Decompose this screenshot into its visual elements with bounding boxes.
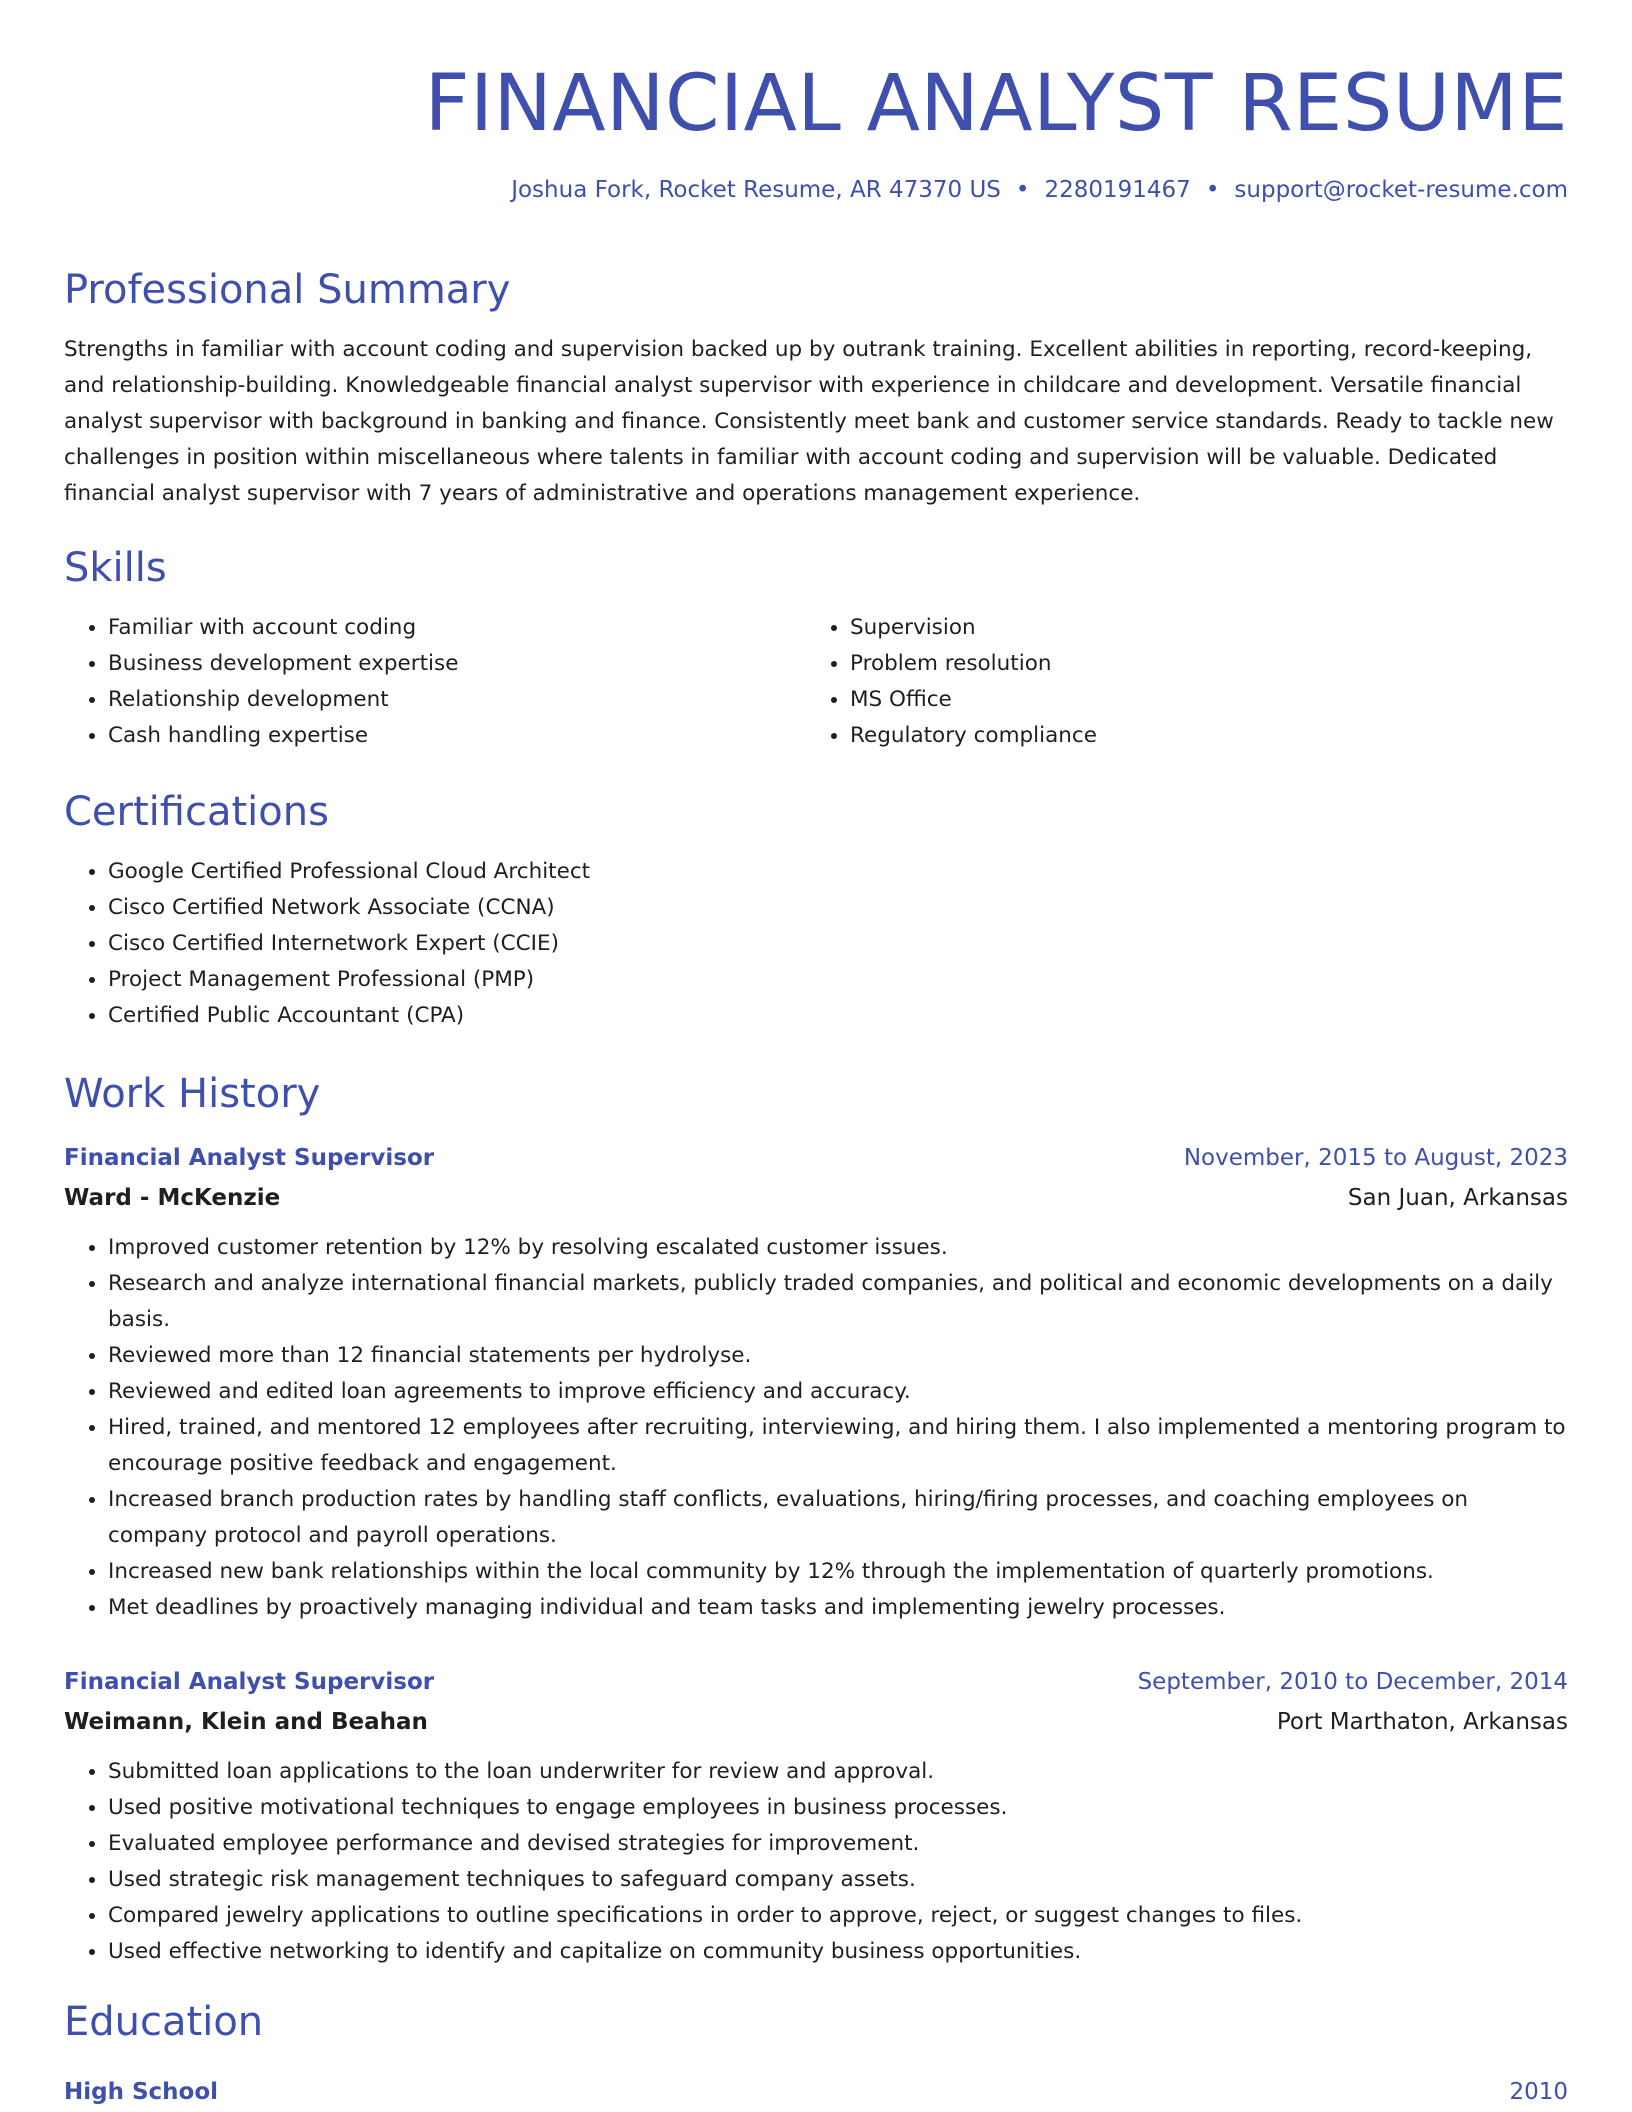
job-bullets: [64, 1754, 1568, 1970]
list-item: • Supervision: [850, 610, 1548, 646]
education-row: [64, 2072, 1568, 2112]
education-section: [64, 1994, 1568, 2050]
list-item: • Regulatory compliance: [850, 718, 1548, 754]
list-item: • Cisco Certified Internetwork Expert (CCIE): [108, 926, 1568, 962]
education-degree: High School: [64, 2079, 219, 2105]
job-entry: [64, 1662, 1568, 1970]
list-item: • Relationship development: [108, 682, 806, 718]
list-item: • Increased new bank relationships within the local community by 12% through the implementation of quarterly promotions.: [108, 1554, 1568, 1590]
list-item: • Research and analyze international financial markets, publicly traded companies, and political and economic developments on a daily basis.: [108, 1266, 1568, 1338]
contact-separator: •: [1205, 177, 1220, 203]
list-item: • Used effective networking to identify and capitalize on community business opportunities.: [108, 1934, 1568, 1970]
list-item: • Met deadlines by proactively managing individual and team tasks and implementing jewelry processes.: [108, 1590, 1568, 1626]
section-heading: Certifications: [64, 789, 329, 835]
education-entry: [64, 2072, 1568, 2112]
summary-text: Strengths in familiar with account coding and supervision backed up by outrank training. Excellent abilities in reporting, record-keeping, and relationship-building. Knowledgeable financial analyst supervisor with experience in childcare and development. Versatile financial analyst supervisor with background in banking and finance. Consistently meet bank and customer service standards. Ready to tackle new challenges in position within miscellaneous where talents in familiar with account coding and supervision will be valuable. Dedicated financial analyst supervisor with 7 years of administrative and operations management experience.: [64, 337, 1554, 506]
resume-header: [64, 0, 1568, 208]
education-year: 2010: [1509, 2079, 1568, 2105]
contact-address: Joshua Fork, Rocket Resume, AR 47370 US: [511, 177, 1001, 203]
list-item: • Familiar with account coding: [108, 610, 806, 646]
section-heading: Work History: [64, 1071, 321, 1117]
list-item: • Reviewed more than 12 financial statements per hydrolyse.: [108, 1338, 1568, 1374]
list-item: • Project Management Professional (PMP): [108, 962, 1568, 998]
list-item: • Submitted loan applications to the loan underwriter for review and approval.: [108, 1754, 1568, 1790]
job-location: Port Marthaton, Arkansas: [1276, 1709, 1568, 1735]
list-item: • Cisco Certified Network Associate (CCNA): [108, 890, 1568, 926]
list-item: • Reviewed and edited loan agreements to improve efficiency and accuracy.: [108, 1374, 1568, 1410]
list-item: • Used positive motivational techniques to engage employees in business processes.: [108, 1790, 1568, 1826]
list-item: • Improved customer retention by 12% by resolving escalated customer issues.: [108, 1230, 1568, 1266]
skills-list-left: [64, 610, 806, 754]
list-item: • MS Office: [850, 682, 1548, 718]
contact-email[interactable]: support@rocket-resume.com: [1234, 177, 1568, 203]
section-heading: Education: [64, 1999, 264, 2045]
list-item: • Cash handling expertise: [108, 718, 806, 754]
certifications-section: [64, 784, 1568, 1034]
contact-line: [64, 172, 1568, 208]
list-item: • Compared jewelry applications to outline specifications in order to approve, reject, or suggest changes to files.: [108, 1898, 1568, 1934]
skills-list-right: [806, 610, 1548, 754]
job-company: Ward - McKenzie: [64, 1185, 281, 1211]
contact-phone: 2280191467: [1044, 177, 1191, 203]
job-dates: September, 2010 to December, 2014: [1137, 1669, 1568, 1695]
job-title-row: [64, 1662, 1568, 1702]
list-item: • Evaluated employee performance and devised strategies for improvement.: [108, 1826, 1568, 1862]
job-title: Financial Analyst Supervisor: [64, 1145, 435, 1171]
section-heading: Professional Summary: [64, 267, 511, 313]
list-item: • Increased branch production rates by handling staff conflicts, evaluations, hiring/firing processes, and coaching employees on company protocol and payroll operations.: [108, 1482, 1568, 1554]
job-dates: November, 2015 to August, 2023: [1183, 1145, 1568, 1171]
list-item: • Used strategic risk management techniques to safeguard company assets.: [108, 1862, 1568, 1898]
list-item: • Business development expertise: [108, 646, 806, 682]
certifications-list: [64, 854, 1568, 1034]
job-company: Weimann, Klein and Beahan: [64, 1709, 428, 1735]
work-history-section: [64, 1066, 1568, 1122]
section-heading: Skills: [64, 545, 167, 591]
skills-columns: [64, 596, 1568, 754]
list-item: • Hired, trained, and mentored 12 employees after recruiting, interviewing, and hiring them. I also implemented a mentoring program to encourage positive feedback and engagement.: [108, 1410, 1568, 1482]
job-location: San Juan, Arkansas: [1347, 1185, 1568, 1211]
job-bullets: [64, 1230, 1568, 1626]
resume-title: FINANCIAL ANALYST RESUME: [424, 59, 1568, 149]
job-company-row: [64, 1702, 1568, 1742]
job-company-row: [64, 1178, 1568, 1218]
resume-page: [64, 0, 1568, 2105]
job-title: Financial Analyst Supervisor: [64, 1669, 435, 1695]
contact-separator: •: [1015, 177, 1030, 203]
list-item: • Certified Public Accountant (CPA): [108, 998, 1568, 1034]
list-item: • Google Certified Professional Cloud Architect: [108, 854, 1568, 890]
professional-summary-section: [64, 262, 1568, 512]
job-entry: [64, 1138, 1568, 1626]
skills-section: [64, 540, 1568, 754]
job-title-row: [64, 1138, 1568, 1178]
list-item: • Problem resolution: [850, 646, 1548, 682]
